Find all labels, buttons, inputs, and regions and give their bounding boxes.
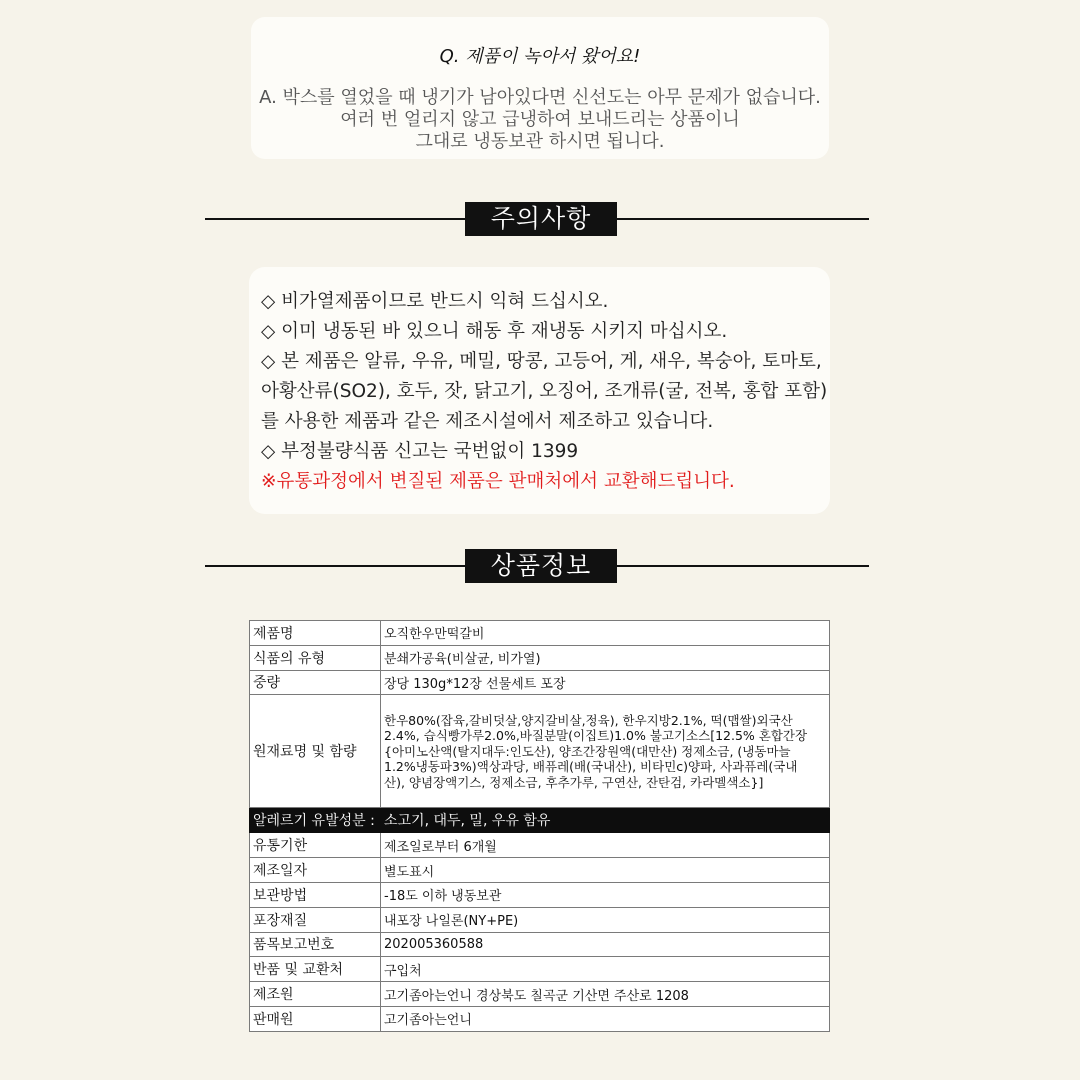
faq-answer-line: 여러 번 얼리지 않고 급냉하여 보내드리는 상품이니	[340, 109, 740, 130]
table-row	[250, 645, 830, 670]
allergy-key: 알레르기 유발성분 :	[250, 808, 381, 833]
row-value: 내포장 나일론(NY+PE)	[381, 907, 830, 932]
table-row	[250, 621, 830, 646]
row-value: 분쇄가공육(비살균, 비가열)	[381, 645, 830, 670]
product-title: 상품정보	[465, 549, 617, 583]
row-key: 판매원	[250, 1006, 381, 1031]
row-value: 고기좀아는언니	[381, 1006, 830, 1031]
faq-answer	[251, 87, 829, 153]
caution-line: ◇ 본 제품은 알류, 우유, 메밀, 땅콩, 고등어, 게, 새우, 복숭아, 토마토,	[261, 351, 822, 372]
row-key: 식품의 유형	[250, 645, 381, 670]
row-key: 제품명	[250, 621, 381, 646]
row-value: 202005360588	[381, 932, 830, 957]
ingredients-value: 한우80%(잡육,갈비덧살,양지갈비살,정육), 한우지방2.1%, 떡(맵쌀)외국산2.4%, 습식빵가루2.0%,바질분말(이집트)1.0% 불고기소스[12.5% 혼합간장{아미노산액(탈지대두:인도산), 양조간장원액(대만산) 정제소금, (냉동마늘1.2%냉동파3%)액상과당, 배퓨레(배(국내산), 비타민c)양파, 사과퓨레(국내산), 양념장액기스, 정제소금, 후추가루, 구연산, 잔탄검, 카라멜색소}]	[381, 695, 830, 808]
row-key: 포장재질	[250, 907, 381, 932]
table-row	[250, 858, 830, 883]
table-row	[250, 670, 830, 695]
row-value: -18도 이하 냉동보관	[381, 882, 830, 907]
exchange-notice: ※유통과정에서 변질된 제품은 판매처에서 교환해드립니다.	[261, 471, 735, 492]
row-value: 고기좀아는언니 경상북도 칠곡군 기산면 주산로 1208	[381, 982, 830, 1007]
row-key: 유통기한	[250, 833, 381, 858]
faq-answer-line: 그대로 냉동보관 하시면 됩니다.	[415, 131, 665, 152]
table-row	[250, 907, 830, 932]
caution-line: ◇ 이미 냉동된 바 있으니 해동 후 재냉동 시키지 마십시오.	[261, 321, 728, 342]
row-key: 중량	[250, 670, 381, 695]
product-heading	[205, 549, 869, 583]
row-key: 보관방법	[250, 882, 381, 907]
caution-title: 주의사항	[465, 202, 617, 236]
product-info-table	[249, 620, 830, 1032]
table-row	[250, 1006, 830, 1031]
row-key: 품목보고번호	[250, 932, 381, 957]
table-row	[250, 882, 830, 907]
caution-line: ◇ 비가열제품이므로 반드시 익혀 드십시오.	[261, 291, 609, 312]
allergy-row	[250, 808, 830, 833]
table-row	[250, 833, 830, 858]
caution-line: ◇ 부정불량식품 신고는 국번없이 1399	[261, 441, 579, 462]
caution-box	[249, 267, 830, 514]
row-key: 제조원	[250, 982, 381, 1007]
table-row	[250, 982, 830, 1007]
ingredients-row	[250, 695, 830, 808]
caution-heading	[205, 202, 869, 236]
row-value: 오직한우만떡갈비	[381, 621, 830, 646]
row-key: 원재료명 및 함량	[250, 695, 381, 808]
faq-question: Q. 제품이 녹아서 왔어요!	[439, 46, 641, 67]
row-key: 반품 및 교환처	[250, 957, 381, 982]
row-value: 장당 130g*12장 선물세트 포장	[381, 670, 830, 695]
row-key: 제조일자	[250, 858, 381, 883]
table-row	[250, 932, 830, 957]
caution-line: 를 사용한 제품과 같은 제조시설에서 제조하고 있습니다.	[261, 411, 714, 432]
table-row	[250, 957, 830, 982]
row-value: 제조일로부터 6개월	[381, 833, 830, 858]
allergy-value: 소고기, 대두, 밀, 우유 함유	[381, 808, 830, 833]
caution-line: 아황산류(SO2), 호두, 잣, 닭고기, 오징어, 조개류(굴, 전복, 홍합 포함)	[261, 381, 828, 402]
row-value: 별도표시	[381, 858, 830, 883]
row-value: 구입처	[381, 957, 830, 982]
faq-answer-line: A. 박스를 열었을 때 냉기가 남아있다면 신선도는 아무 문제가 없습니다.	[259, 87, 821, 108]
faq-box	[251, 17, 829, 159]
